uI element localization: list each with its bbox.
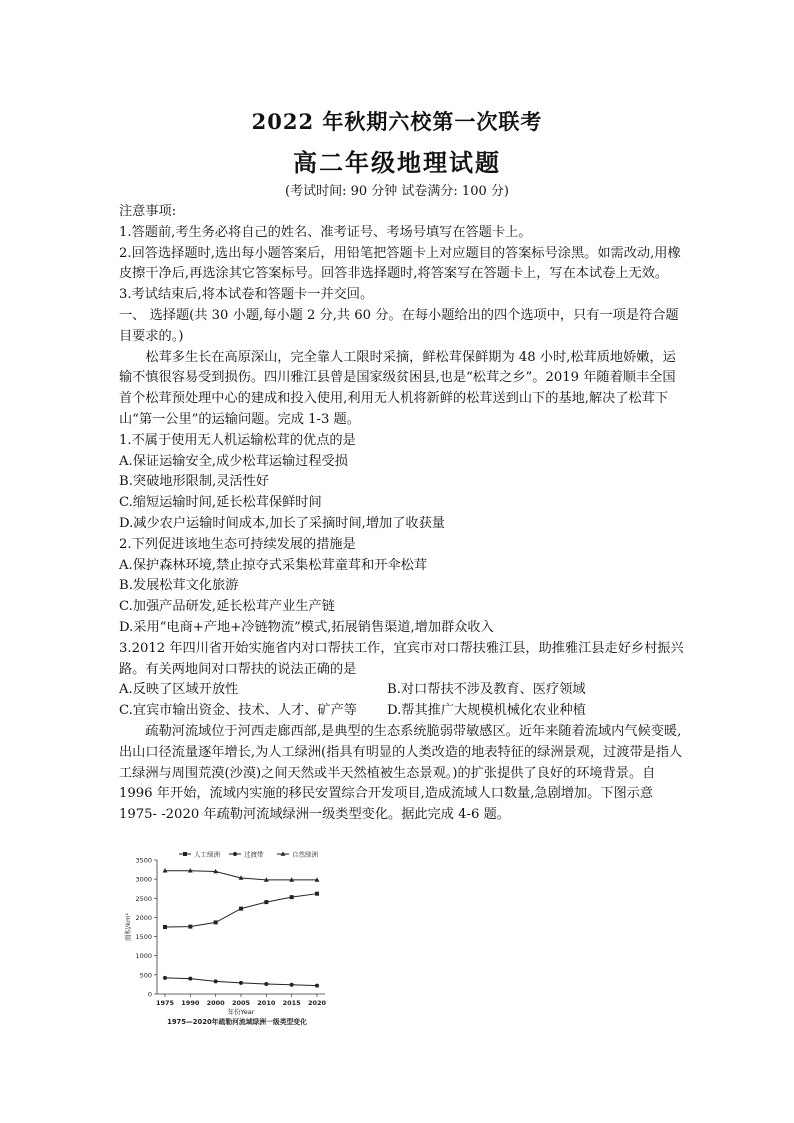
y-tick-label: 3500: [135, 856, 152, 865]
legend-marker: [233, 852, 237, 856]
x-tick-label: 1975: [155, 999, 175, 1007]
data-point-series-1: [163, 976, 167, 980]
x-axis-label: 年份Year: [227, 1008, 255, 1016]
passage-1: 松茸多生长在高原深山，完全靠人工限时采摘，鲜松茸保鲜期为 48 小时,松茸质地娇嫩，运输不慎很容易受到损伤。四川雅江县曾是国家级贫困县,也是“松茸之乡”。2019 年随着顺丰全国首个松茸预处理中心的建成和投入使用,利用无人机将新鲜的松茸送到山下的基地,解决了松茸下山“第一公里”的运输问题。完成 1-3 题。: [119, 349, 676, 427]
exam-body: [119, 202, 687, 826]
question-2-option-c: C.加强产品研发,延长松茸产业生产链: [119, 599, 335, 615]
x-tick-label: 2010: [257, 999, 276, 1007]
x-tick-label: 2000: [206, 999, 225, 1007]
question-3-option-b: B.对口帮扶不涉及教育、医疗领域: [387, 682, 586, 698]
question-3-option-d: D.帮其推广大规模机械化农业种植: [387, 703, 586, 719]
x-tick-label: 2005: [231, 999, 251, 1007]
y-tick-label: 0: [147, 990, 152, 999]
question-3-stem: 3.2012 年四川省开始实施省内对口帮扶工作，宜宾市对口帮扶雅江县，助推雅江县走好乡村振兴路。有关两地间对口帮扶的说法正确的是: [119, 640, 684, 677]
y-tick-label: 500: [139, 971, 152, 980]
question-1-option-a: A.保证运输安全,成少松茸运输过程受损: [119, 453, 348, 469]
x-tick-label: 2020: [307, 999, 327, 1007]
legend-marker: [183, 852, 187, 856]
data-point-series-1: [290, 983, 294, 987]
oasis-type-chart: [117, 848, 339, 1026]
legend-label: 自然绿洲: [292, 850, 318, 859]
data-point-series-1: [264, 982, 268, 986]
question-2-option-d: D.采用“电商+产地+冷链物流”模式,拓展销售渠道,增加群众收入: [119, 619, 494, 635]
data-point-series-0: [214, 920, 218, 924]
note-item: 2.回答选择题时,选出每小题答案后，用铅笔把答题卡上对应题目的答案标号涂黑。如需改动,用橡皮擦干净后,再选涂其它答案标号。回答非选择题时,将答案写在答题卡上，写在本试卷上无效。: [119, 245, 681, 282]
question-2-option-a: A.保护森林环境,禁止掠夺式采集松茸童茸和开伞松茸: [119, 557, 428, 573]
data-point-series-1: [188, 977, 192, 981]
passage-2: 疏勒河流域位于河西走廊西部,是典型的生态系统脆弱带敏感区。近年来随着流域内气候变暖,出山口径流量逐年增长,为人工绿洲(指具有明显的人类改造的地表特征的绿洲景观，过渡带是指人工绿洲与周围荒漠(沙漠)之间天然或半天然植被生态景观。)的扩张提供了良好的环境背景。自 1996 年开始，流域内实施的移民安置综合开发项目,造成流域人口数量,急剧增加。下图示意 1975- -2020 年疏勒河流域绿洲一级类型变化。据此完成 4-6 题。: [119, 723, 683, 823]
y-tick-label: 1000: [135, 952, 152, 961]
y-axis-label: 面积/km²: [124, 913, 132, 941]
data-point-series-0: [290, 895, 294, 899]
legend-label: 过渡带: [244, 850, 264, 859]
y-tick-label: 3000: [135, 875, 152, 884]
question-1-option-d: D.减少农户运输时间成本,加长了采摘时间,增加了收获量: [119, 515, 445, 531]
data-point-series-1: [239, 981, 243, 985]
x-tick-label: 2015: [282, 999, 301, 1007]
exam-series-title: 2022 年秋期六校第一次联考: [251, 109, 543, 134]
exam-time-score: (考试时间: 90 分钟 试卷满分: 100 分): [285, 184, 509, 199]
data-point-series-0: [188, 925, 192, 929]
section-heading: 一、 选择题(共 30 小题,每小题 2 分,共 60 分。在每小题给出的四个选项中，只有一项是符合题目要求的。): [119, 307, 679, 344]
exam-subject-title: 高二年级地理试题: [293, 148, 501, 177]
notes-heading: 注意事项:: [119, 204, 177, 219]
note-item: 1.答题前,考生务必将自己的姓名、准考证号、考场号填写在答题卡上。: [119, 224, 532, 240]
data-point-series-0: [264, 900, 268, 904]
data-point-series-1: [214, 979, 218, 983]
question-3-option-a: A.反映了区域开放性: [119, 682, 239, 698]
question-3-option-c: C.宜宾市输出资金、技术、人才、矿产等: [119, 703, 357, 719]
data-point-series-0: [315, 892, 319, 896]
y-tick-label: 1500: [135, 933, 152, 942]
x-tick-label: 1990: [181, 999, 200, 1007]
y-tick-label: 2500: [135, 894, 152, 903]
question-1-option-c: C.缩短运输时间,延长松茸保鲜时间: [119, 495, 322, 511]
note-item: 3.考试结束后,将本试卷和答题卡一并交回。: [119, 287, 374, 303]
question-1-option-b: B.突破地形限制,灵活性好: [119, 474, 269, 490]
data-point-series-0: [239, 907, 243, 911]
question-1-stem: 1.不属于使用无人机运输松茸的优点的是: [119, 432, 356, 448]
legend-label: 人工绿洲: [194, 850, 220, 859]
chart-caption: 1975—2020年疏勒河流域绿洲一级类型变化: [167, 1018, 307, 1026]
question-3-options-row-1: [119, 680, 687, 701]
question-2-stem: 2.下列促进该地生态可持续发展的措施是: [119, 536, 356, 552]
question-2-option-b: B.发展松茸文化旅游: [119, 578, 239, 594]
y-tick-label: 2000: [135, 913, 152, 922]
question-3-options-row-2: [119, 701, 687, 722]
data-point-series-0: [163, 925, 167, 929]
data-point-series-1: [315, 984, 319, 988]
